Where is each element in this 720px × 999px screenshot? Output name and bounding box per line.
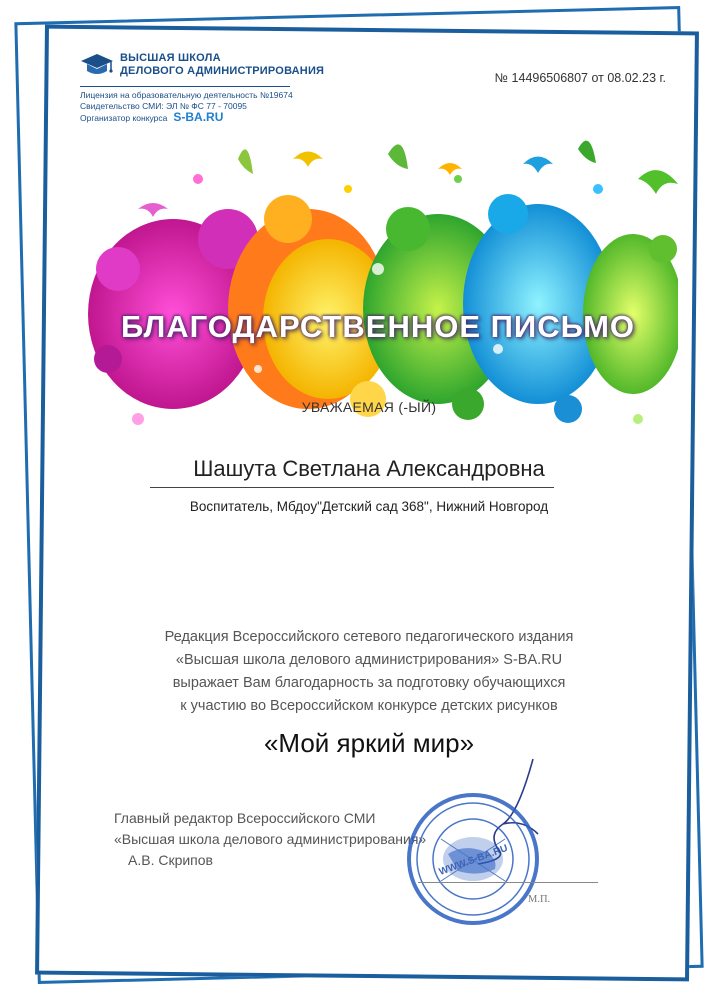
org-name	[120, 52, 324, 78]
body-line: Редакция Всероссийского сетевого педагогического издания	[164, 629, 574, 645]
stamp-center-text: WWW.S-BA.RU	[437, 842, 510, 878]
signature-block	[114, 808, 426, 871]
signature-line2: «Высшая школа делового администрирования»	[114, 831, 427, 847]
seal-placeholder: М.П.	[528, 894, 551, 905]
body-line: к участию во Всероссийском конкурсе детских рисунков	[180, 698, 558, 714]
graduation-cap-icon	[80, 52, 114, 78]
document-number: № 14496506807 от 08.02.23 г.	[494, 71, 666, 85]
certificate	[58, 44, 680, 964]
header-divider	[80, 86, 290, 87]
license-text: Лицензия на образовательную деятельность №19674	[80, 90, 293, 100]
org-logo	[80, 52, 324, 78]
body-line: «Высшая школа делового администрирования» S-BA.RU	[175, 652, 563, 668]
recipient-name: Шашута Светлана Александровна	[193, 456, 545, 481]
organizer-brand: S-BA.RU	[173, 110, 224, 124]
recipient-position: Воспитатель, Мбдоу"Детский сад 368", Нижний Новгород	[189, 499, 549, 514]
round-seal-stamp	[403, 789, 543, 929]
org-name-line2: ДЕЛОВОГО АДМИНИСТРИРОВАНИЯ	[120, 65, 325, 77]
letter-title: БЛАГОДАРСТВЕННОЕ ПИСЬМО	[120, 309, 636, 344]
signer-name: А.В. Скрипов	[128, 852, 213, 868]
signature-line	[418, 882, 598, 883]
contest-name: «Мой яркий мир»	[263, 728, 475, 758]
signature-line1: Главный редактор Всероссийского СМИ	[114, 810, 376, 826]
letter-body	[58, 626, 680, 718]
org-name-line1: ВЫСШАЯ ШКОЛА	[120, 52, 221, 64]
certificate-text: Свидетельство СМИ: ЭЛ № ФС 77 - 70095	[80, 101, 247, 111]
recipient-underline	[150, 487, 554, 488]
body-line: выражает Вам благодарность за подготовку обучающихся	[172, 675, 566, 691]
organizer-label: Организатор конкурса	[80, 113, 168, 123]
salutation: УВАЖАЕМАЯ (-ЫЙ)	[301, 399, 437, 415]
